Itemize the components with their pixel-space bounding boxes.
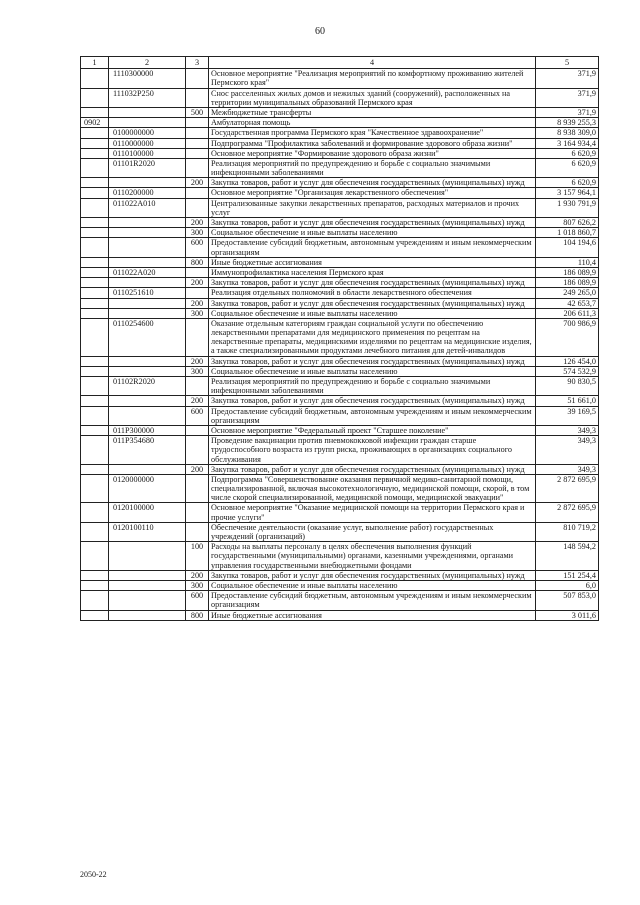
item-name-cell: Иные бюджетные ассигнования: [209, 610, 536, 620]
section-code-cell: [81, 128, 109, 138]
target-code-cell: [109, 298, 186, 308]
expense-type-cell: [186, 198, 209, 217]
footer-code: 2050-22: [80, 870, 107, 879]
target-code-cell: 011P300000: [109, 425, 186, 435]
table-row: [81, 366, 599, 376]
amount-cell: 810 719,2: [536, 522, 599, 541]
table-row: [81, 158, 599, 177]
table-row: [81, 464, 599, 474]
column-header: 2: [109, 57, 186, 69]
amount-cell: 6 620,9: [536, 148, 599, 158]
item-name-cell: Снос расселенных жилых домов и нежилых зданий (сооружений), расположенных на территории муниципальных образований Пермского края: [209, 88, 536, 107]
column-header: 5: [536, 57, 599, 69]
amount-cell: 574 532,9: [536, 366, 599, 376]
target-code-cell: 01101R2020: [109, 158, 186, 177]
amount-cell: 6,0: [536, 580, 599, 590]
expense-type-cell: 500: [186, 107, 209, 117]
expense-type-cell: [186, 474, 209, 503]
item-name-cell: Социальное обеспечение и иные выплаты населению: [209, 366, 536, 376]
section-code-cell: [81, 228, 109, 238]
section-code-cell: [81, 198, 109, 217]
expense-type-cell: 100: [186, 542, 209, 571]
target-code-cell: [109, 542, 186, 571]
section-code-cell: [81, 148, 109, 158]
item-name-cell: Обеспечение деятельности (оказание услуг, выполнение работ) государственных учреждений (организаций): [209, 522, 536, 541]
section-code-cell: [81, 366, 109, 376]
section-code-cell: [81, 188, 109, 198]
section-code-cell: [81, 238, 109, 257]
table-row: [81, 591, 599, 610]
amount-cell: 110,4: [536, 257, 599, 267]
expense-type-cell: 300: [186, 308, 209, 318]
amount-cell: 3 164 934,4: [536, 138, 599, 148]
section-code-cell: [81, 503, 109, 522]
target-code-cell: [109, 118, 186, 128]
table-row: [81, 218, 599, 228]
expense-type-cell: 300: [186, 366, 209, 376]
item-name-cell: Предоставление субсидий бюджетным, автономным учреждениям и иным некоммерческим организациям: [209, 238, 536, 257]
table-row: [81, 308, 599, 318]
amount-cell: 700 986,9: [536, 318, 599, 356]
expense-type-cell: 600: [186, 238, 209, 257]
target-code-cell: [109, 356, 186, 366]
section-code-cell: [81, 464, 109, 474]
amount-cell: 39 169,5: [536, 406, 599, 425]
table-row: [81, 107, 599, 117]
item-name-cell: Закупка товаров, работ и услуг для обеспечения государственных (муниципальных) нужд: [209, 396, 536, 406]
amount-cell: 186 089,9: [536, 267, 599, 277]
expense-type-cell: [186, 267, 209, 277]
expense-type-cell: [186, 425, 209, 435]
item-name-cell: Закупка товаров, работ и услуг для обеспечения государственных (муниципальных) нужд: [209, 464, 536, 474]
section-code-cell: [81, 278, 109, 288]
item-name-cell: Реализация отдельных полномочий в области лекарственного обеспечения: [209, 288, 536, 298]
expense-type-cell: 200: [186, 218, 209, 228]
table-row: [81, 128, 599, 138]
table-row: [81, 228, 599, 238]
target-code-cell: [109, 218, 186, 228]
budget-table: [80, 56, 599, 621]
target-code-cell: [109, 278, 186, 288]
section-code-cell: [81, 396, 109, 406]
expense-type-cell: 200: [186, 356, 209, 366]
item-name-cell: Централизованные закупки лекарственных препаратов, расходных материалов и прочих услуг: [209, 198, 536, 217]
table-body: [81, 69, 599, 621]
expense-type-cell: [186, 436, 209, 465]
table-row: [81, 318, 599, 356]
expense-type-cell: [186, 148, 209, 158]
section-code-cell: [81, 436, 109, 465]
target-code-cell: [109, 238, 186, 257]
amount-cell: 349,3: [536, 436, 599, 465]
item-name-cell: Основное мероприятие "Реализация мероприятий по комфортному проживанию жителей Пермского края": [209, 69, 536, 88]
amount-cell: 507 853,0: [536, 591, 599, 610]
target-code-cell: [109, 570, 186, 580]
amount-cell: 206 611,3: [536, 308, 599, 318]
expense-type-cell: 300: [186, 228, 209, 238]
expense-type-cell: [186, 69, 209, 88]
item-name-cell: Социальное обеспечение и иные выплаты населению: [209, 580, 536, 590]
item-name-cell: Основное мероприятие "Формирование здорового образа жизни": [209, 148, 536, 158]
target-code-cell: [109, 228, 186, 238]
amount-cell: 349,3: [536, 425, 599, 435]
amount-cell: 148 594,2: [536, 542, 599, 571]
section-code-cell: [81, 580, 109, 590]
section-code-cell: [81, 218, 109, 228]
expense-type-cell: 200: [186, 570, 209, 580]
table-row: [81, 69, 599, 88]
item-name-cell: Подпрограмма "Совершенствование оказания первичной медико-санитарной помощи, специализированной, включая высокотехнологичную, медицинской помощи, скорой, в том числе скорой специализированной, медицинской помощи, медицинской эвакуации": [209, 474, 536, 503]
table-row: [81, 278, 599, 288]
item-name-cell: Основное мероприятие "Оказание медицинской помощи на территории Пермского края и прочие услуги": [209, 503, 536, 522]
target-code-cell: 0110100000: [109, 148, 186, 158]
section-code-cell: [81, 377, 109, 396]
target-code-cell: 0110200000: [109, 188, 186, 198]
amount-cell: 349,3: [536, 464, 599, 474]
target-code-cell: 011P354680: [109, 436, 186, 465]
table-row: [81, 267, 599, 277]
item-name-cell: Социальное обеспечение и иные выплаты населению: [209, 228, 536, 238]
table-row: [81, 610, 599, 620]
section-code-cell: [81, 542, 109, 571]
table-row: [81, 138, 599, 148]
table-row: [81, 298, 599, 308]
table-row: [81, 148, 599, 158]
amount-cell: 42 653,7: [536, 298, 599, 308]
expense-type-cell: 200: [186, 464, 209, 474]
expense-type-cell: [186, 88, 209, 107]
amount-cell: 151 254,4: [536, 570, 599, 580]
expense-type-cell: 200: [186, 298, 209, 308]
expense-type-cell: [186, 522, 209, 541]
table-row: [81, 522, 599, 541]
section-code-cell: [81, 69, 109, 88]
target-code-cell: 0110251610: [109, 288, 186, 298]
expense-type-cell: 200: [186, 278, 209, 288]
amount-cell: 3 011,6: [536, 610, 599, 620]
section-code-cell: [81, 522, 109, 541]
section-code-cell: [81, 610, 109, 620]
section-code-cell: [81, 318, 109, 356]
target-code-cell: [109, 591, 186, 610]
table-row: [81, 542, 599, 571]
expense-type-cell: [186, 138, 209, 148]
item-name-cell: Закупка товаров, работ и услуг для обеспечения государственных (муниципальных) нужд: [209, 218, 536, 228]
target-code-cell: 0100000000: [109, 128, 186, 138]
amount-cell: 807 626,2: [536, 218, 599, 228]
table-row: [81, 396, 599, 406]
section-code-cell: [81, 158, 109, 177]
target-code-cell: [109, 406, 186, 425]
item-name-cell: Реализация мероприятий по предупреждению и борьбе с социально значимыми инфекционными заболеваниями: [209, 158, 536, 177]
item-name-cell: Закупка товаров, работ и услуг для обеспечения государственных (муниципальных) нужд: [209, 178, 536, 188]
item-name-cell: Основное мероприятие "Федеральный проект "Старшее поколение": [209, 425, 536, 435]
section-code-cell: 0902: [81, 118, 109, 128]
table-row: [81, 570, 599, 580]
table-row: [81, 580, 599, 590]
item-name-cell: Предоставление субсидий бюджетным, автономным учреждениям и иным некоммерческим организациям: [209, 406, 536, 425]
table-row: [81, 503, 599, 522]
item-name-cell: Подпрограмма "Профилактика заболеваний и формирование здорового образа жизни": [209, 138, 536, 148]
target-code-cell: [109, 107, 186, 117]
item-name-cell: Межбюджетные трансферты: [209, 107, 536, 117]
target-code-cell: [109, 610, 186, 620]
expense-type-cell: [186, 118, 209, 128]
table-header-row: [81, 57, 599, 69]
item-name-cell: Реализация мероприятий по предупреждению и борьбе с социально значимыми инфекционными заболеваниями: [209, 377, 536, 396]
section-code-cell: [81, 474, 109, 503]
expense-type-cell: 600: [186, 406, 209, 425]
table-row: [81, 436, 599, 465]
target-code-cell: 0120100110: [109, 522, 186, 541]
page-number: 60: [315, 26, 325, 37]
expense-type-cell: 800: [186, 610, 209, 620]
table-row: [81, 178, 599, 188]
item-name-cell: Основное мероприятие "Организация лекарственного обеспечения": [209, 188, 536, 198]
target-code-cell: [109, 308, 186, 318]
table-row: [81, 425, 599, 435]
amount-cell: 371,9: [536, 107, 599, 117]
item-name-cell: Государственная программа Пермского края "Качественное здравоохранение": [209, 128, 536, 138]
amount-cell: 371,9: [536, 88, 599, 107]
column-header: 3: [186, 57, 209, 69]
expense-type-cell: 800: [186, 257, 209, 267]
item-name-cell: Иные бюджетные ассигнования: [209, 257, 536, 267]
item-name-cell: Предоставление субсидий бюджетным, автономным учреждениям и иным некоммерческим организациям: [209, 591, 536, 610]
table-row: [81, 377, 599, 396]
amount-cell: 1 930 791,9: [536, 198, 599, 217]
section-code-cell: [81, 138, 109, 148]
section-code-cell: [81, 178, 109, 188]
section-code-cell: [81, 107, 109, 117]
target-code-cell: [109, 178, 186, 188]
item-name-cell: Амбулаторная помощь: [209, 118, 536, 128]
amount-cell: 1 018 860,7: [536, 228, 599, 238]
amount-cell: 8 939 255,3: [536, 118, 599, 128]
section-code-cell: [81, 570, 109, 580]
target-code-cell: 01102R2020: [109, 377, 186, 396]
target-code-cell: [109, 257, 186, 267]
section-code-cell: [81, 288, 109, 298]
table-row: [81, 356, 599, 366]
item-name-cell: Закупка товаров, работ и услуг для обеспечения государственных (муниципальных) нужд: [209, 298, 536, 308]
section-code-cell: [81, 425, 109, 435]
section-code-cell: [81, 591, 109, 610]
section-code-cell: [81, 356, 109, 366]
expense-type-cell: [186, 188, 209, 198]
item-name-cell: Закупка товаров, работ и услуг для обеспечения государственных (муниципальных) нужд: [209, 570, 536, 580]
target-code-cell: 0110254600: [109, 318, 186, 356]
expense-type-cell: 300: [186, 580, 209, 590]
expense-type-cell: [186, 318, 209, 356]
amount-cell: 51 661,0: [536, 396, 599, 406]
expense-type-cell: [186, 288, 209, 298]
item-name-cell: Оказание отдельным категориям граждан социальной услуги по обеспечению лекарственными препаратами для медицинского применения по рецептам на лекарственные препараты, медицинскими изделиями по рецептам на медицинские изделия, а также специализированными продуктами лечебного питания для детей-инвалидов: [209, 318, 536, 356]
amount-cell: 8 938 309,0: [536, 128, 599, 138]
table-row: [81, 406, 599, 425]
table-row: [81, 198, 599, 217]
column-header: 1: [81, 57, 109, 69]
table-row: [81, 288, 599, 298]
amount-cell: 2 872 695,9: [536, 503, 599, 522]
target-code-cell: 111032Р250: [109, 88, 186, 107]
expense-type-cell: 200: [186, 178, 209, 188]
item-name-cell: Проведение вакцинации против пневмококковой инфекции граждан старше трудоспособного возраста из групп риска, проживающих в организациях социального обслуживания: [209, 436, 536, 465]
column-header: 4: [209, 57, 536, 69]
table-row: [81, 474, 599, 503]
amount-cell: 90 830,5: [536, 377, 599, 396]
expense-type-cell: 200: [186, 396, 209, 406]
amount-cell: 6 620,9: [536, 158, 599, 177]
amount-cell: 2 872 695,9: [536, 474, 599, 503]
section-code-cell: [81, 308, 109, 318]
expense-type-cell: [186, 158, 209, 177]
item-name-cell: Расходы на выплаты персоналу в целях обеспечения выполнения функций государственными (муниципальными) органами, казенными учреждениями, органами управления государственными внебюджетными фондами: [209, 542, 536, 571]
target-code-cell: 0120100000: [109, 503, 186, 522]
table-row: [81, 257, 599, 267]
target-code-cell: [109, 396, 186, 406]
table-row: [81, 118, 599, 128]
target-code-cell: 0110000000: [109, 138, 186, 148]
section-code-cell: [81, 267, 109, 277]
target-code-cell: 011022А020: [109, 267, 186, 277]
table-row: [81, 238, 599, 257]
amount-cell: 3 157 964,1: [536, 188, 599, 198]
target-code-cell: 011022А010: [109, 198, 186, 217]
item-name-cell: Закупка товаров, работ и услуг для обеспечения государственных (муниципальных) нужд: [209, 356, 536, 366]
expense-type-cell: [186, 503, 209, 522]
amount-cell: 104 194,6: [536, 238, 599, 257]
target-code-cell: [109, 580, 186, 590]
item-name-cell: Иммунопрофилактика населения Пермского края: [209, 267, 536, 277]
amount-cell: 186 089,9: [536, 278, 599, 288]
expense-type-cell: [186, 377, 209, 396]
item-name-cell: Закупка товаров, работ и услуг для обеспечения государственных (муниципальных) нужд: [209, 278, 536, 288]
target-code-cell: 0120000000: [109, 474, 186, 503]
expense-type-cell: 600: [186, 591, 209, 610]
amount-cell: 371,9: [536, 69, 599, 88]
table-row: [81, 188, 599, 198]
target-code-cell: [109, 464, 186, 474]
section-code-cell: [81, 406, 109, 425]
expense-type-cell: [186, 128, 209, 138]
section-code-cell: [81, 257, 109, 267]
target-code-cell: 1110300000: [109, 69, 186, 88]
item-name-cell: Социальное обеспечение и иные выплаты населению: [209, 308, 536, 318]
amount-cell: 126 454,0: [536, 356, 599, 366]
section-code-cell: [81, 298, 109, 308]
section-code-cell: [81, 88, 109, 107]
target-code-cell: [109, 366, 186, 376]
amount-cell: 6 620,9: [536, 178, 599, 188]
amount-cell: 249 265,0: [536, 288, 599, 298]
table-row: [81, 88, 599, 107]
